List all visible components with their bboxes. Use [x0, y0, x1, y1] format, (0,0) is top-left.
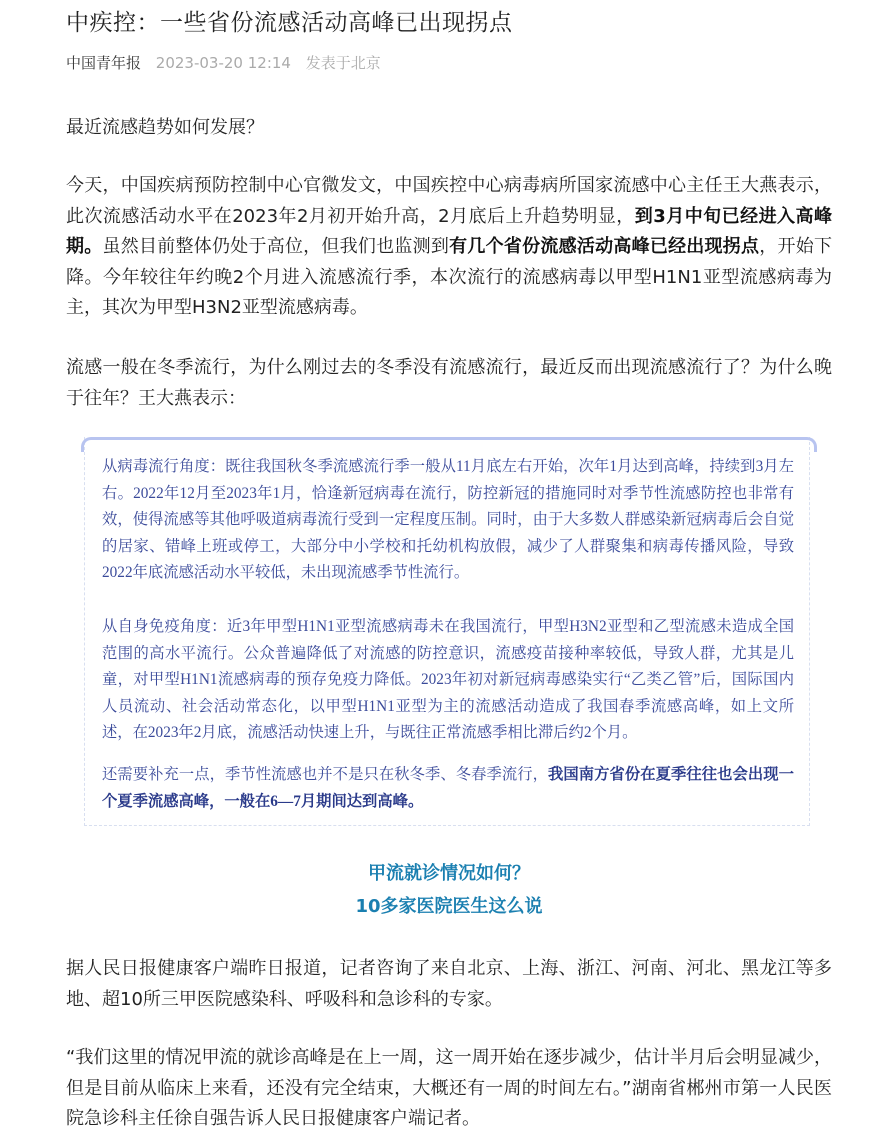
- article-title: 中疾控：一些省份流感活动高峰已出现拐点: [66, 10, 513, 36]
- quote-paragraph-2: 从自身免疫角度：近3年甲型H1N1亚型流感病毒未在我国流行，甲型H3N2亚型和乙型流感未造成全国范围的高水平流行。公众普遍降低了对流感的防控意识，流感疫苗接种率较低，导致人群，尤其是儿童，对甲型H1N1流感病毒的预存免疫力降低。2023年初对新冠病毒感染实行“乙类乙管”后，国际国内人员流动、社会活动常态化，以甲型H1N1亚型为主的流感活动造成了我国春季流感高峰，如上文所述，在2023年2月底，流感活动快速上升，与既往正常流感季相比滞后约2个月。: [102, 618, 794, 742]
- text: 还需要补充一点，季节性流感也并不是只在秋冬季、冬春季流行，: [102, 766, 548, 783]
- article-date: 2023-03-20 12:14: [155, 54, 291, 72]
- article-meta: [66, 52, 391, 73]
- text: 虽然目前整体仍处于高位，但我们也监测到: [102, 236, 450, 257]
- bold-text: 有几个省份流感活动高峰已经出现拐点: [449, 236, 760, 257]
- section-heading-1: 甲流就诊情况如何？: [368, 863, 530, 884]
- text: 今天，中国疾病预防控制中心官微发文，中国疾控中心病毒病所国家流感中心主任王大燕表示，此次流感活动水平在2023年2月初开始升高，2月底后上升趋势明显，: [66, 175, 832, 227]
- quote-paragraph-3: [102, 762, 794, 815]
- article-location: 发表于北京: [305, 54, 381, 72]
- quote-paragraph-1: 从病毒流行角度：既往我国秋冬季流感流行季一般从11月底左右开始，次年1月达到高峰，持续到3月左右。2022年12月至2023年1月，恰逢新冠病毒在流行，防控新冠的措施同时对季节性流感防控也非常有效，使得流感等其他呼吸道病毒流行受到一定程度压制。同时，由于大多数人群感染新冠病毒后会自觉的居家、错峰上班或停工，大部分中小学校和托幼机构放假，减少了人群聚集和病毒传播风险，导致2022年底流感活动水平较低，未出现流感季节性流行。: [102, 458, 794, 582]
- article-source[interactable]: 中国青年报: [66, 54, 142, 72]
- paragraph-1: 最近流感趋势如何发展？: [66, 117, 264, 138]
- paragraph-4: 据人民日报健康客户端昨日报道，记者咨询了来自北京、上海、浙江、河南、河北、黑龙江等多地、超10所三甲医院感染科、呼吸科和急诊科的专家。: [66, 958, 832, 1010]
- paragraph-3: 流感一般在冬季流行，为什么刚过去的冬季没有流感流行，最近反而出现流感流行了？为什么晚于往年？王大燕表示：: [66, 357, 832, 409]
- paragraph-5: “我们这里的情况甲流的就诊高峰是在上一周，这一周开始在逐步减少，估计半月后会明显减少，但是目前从临床上来看，还没有完全结束，大概还有一周的时间左右。”湖南省郴州市第一人民医院急诊科主任徐自强告诉人民日报健康客户端记者。: [66, 1047, 832, 1129]
- section-heading-2: 10多家医院医生这么说: [355, 896, 543, 917]
- bold-text: 我国南方省份在夏季往往也会出现一个夏季流感高峰，一般在6—7月期间达到高峰。: [102, 766, 794, 810]
- text: ，开始下降。今年较往年约晚2个月进入流感流行季，本次流行的流感病毒以甲型H1N1亚型流感病毒为主，其次为甲型H3N2亚型流感病毒。: [66, 236, 833, 318]
- bold-text: 到3月中旬已经进入高峰期。: [66, 205, 832, 257]
- quote-box: [84, 437, 810, 826]
- paragraph-2: [66, 171, 832, 324]
- quote-box-top-bar: [81, 437, 817, 452]
